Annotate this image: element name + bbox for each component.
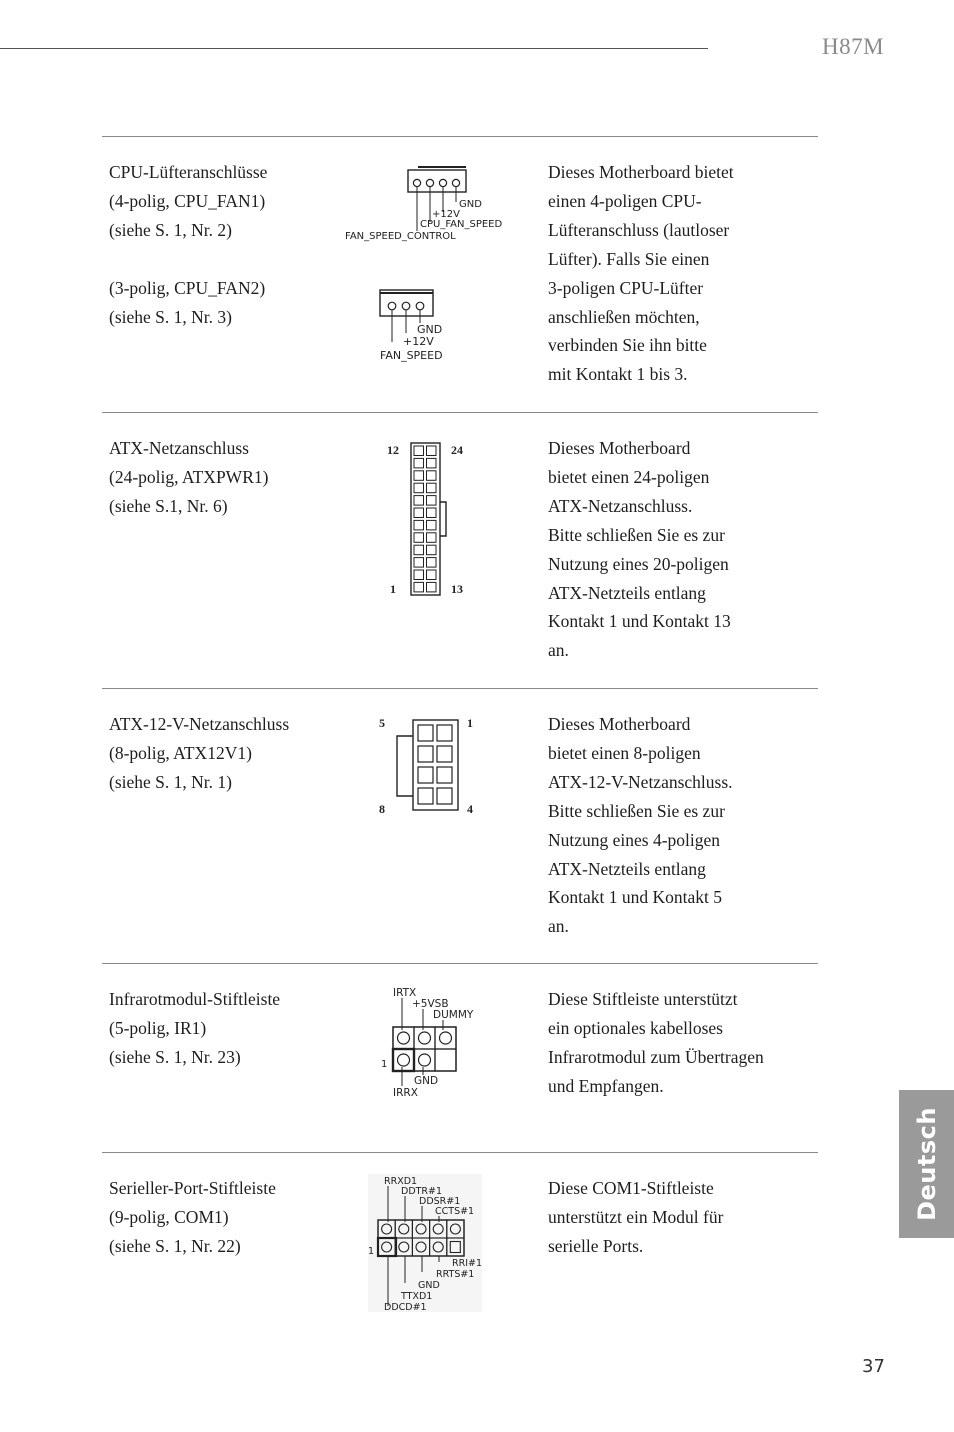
pin-label-irrx: IRRX [393, 1087, 418, 1099]
pin [414, 446, 424, 456]
pin-cell [414, 1027, 435, 1049]
model-name: H87M [822, 34, 885, 59]
pin [437, 767, 452, 783]
cpu-fan-header-description: Dieses Motherboard bietet einen 4-poligen CPU- Lüfteranschluss (lautloser Lüfter). Falls Sie einen 3-poligen CPU-Lüfter anschließen möchten, verbinden Sie ihn bitte mit Kontakt 1 bis 3. [548, 162, 734, 385]
pin [427, 446, 437, 456]
section-divider [102, 136, 818, 137]
cpu-fan-header-name: CPU-Lüfteranschlüsse (4-polig, CPU_FAN1) (siehe S. 1, Nr. 2) (3-polig, CPU_FAN2) (siehe S. 1, Nr. 3) [109, 162, 268, 327]
pin [414, 471, 424, 481]
pin-label-dummy: DUMMY [433, 1009, 474, 1021]
pin [427, 545, 437, 555]
pin-cell [435, 1027, 456, 1049]
pin-label-gnd: GND [417, 323, 443, 336]
pin [414, 496, 424, 506]
pin [418, 725, 433, 741]
pin-label-4: 4 [467, 802, 473, 816]
infrared-header-name: Infrarotmodul-Stiftleiste (5-polig, IR1) (siehe S. 1, Nr. 23) [109, 989, 281, 1067]
pin-label-1: 1 [467, 716, 473, 730]
pin [427, 508, 437, 518]
pin-label-13: 13 [451, 582, 463, 596]
pin [437, 788, 452, 804]
pin [427, 570, 437, 580]
pin [418, 767, 433, 783]
section-divider [102, 963, 818, 964]
pin-label-1: 1 [368, 1246, 375, 1257]
pin [427, 471, 437, 481]
pin [414, 558, 424, 568]
pin-label-12: 12 [387, 443, 399, 457]
pin-label-ddtr1: DDTR#1 [401, 1186, 443, 1197]
infrared-header-description: Diese Stiftleiste unterstützt ein optionales kabelloses Infrarotmodul zum Übertragen und Empfangen. [548, 989, 764, 1096]
pin [418, 746, 433, 762]
pin [418, 788, 433, 804]
pin-label-rri1: RRI#1 [452, 1258, 483, 1269]
pin [437, 725, 452, 741]
pin [427, 533, 437, 543]
section-divider [102, 412, 818, 413]
pin-label-gnd: GND [418, 1280, 440, 1291]
section-divider [102, 688, 818, 689]
pin [437, 746, 452, 762]
pin [414, 570, 424, 580]
pin [414, 458, 424, 468]
pin-label-ttxd1: TTXD1 [401, 1291, 433, 1302]
pin-cell [393, 1027, 414, 1049]
pin [427, 483, 437, 493]
pin [419, 1032, 431, 1044]
pin-label-ccts1: CCTS#1 [435, 1206, 475, 1217]
pin [427, 520, 437, 530]
atx12v-8pin-diagram-icon [375, 712, 480, 822]
cpu-fan-3pin-diagram-icon [375, 285, 470, 365]
pin-label-irtx: IRTX [393, 987, 417, 999]
pin-label-ddcd1: DDCD#1 [384, 1302, 427, 1313]
pin [427, 558, 437, 568]
section-divider [102, 1152, 818, 1153]
pin-label-5vsb: +5VSB [412, 998, 449, 1010]
pin-label-8: 8 [379, 802, 385, 816]
pin [419, 1054, 431, 1066]
pin-label-1: 1 [381, 1059, 388, 1070]
pin-label-12v: +12V [432, 209, 460, 220]
pin-label-rrxd1: RRXD1 [384, 1176, 418, 1187]
cpu-fan-4pin-diagram-icon [340, 165, 515, 245]
pin [398, 1032, 410, 1044]
atx12v-description: Dieses Motherboard bietet einen 8-poligen ATX-12-V-Netzanschluss. Bitte schließen Sie es zur Nutzung eines 4-poligen ATX-Netzteils entlang Kontakt 1 und Kontakt 5 an. [548, 714, 733, 937]
atx-power-description: Dieses Motherboard bietet einen 24-poligen ATX-Netzanschluss. Bitte schließen Sie es zur Nutzung eines 20-poligen ATX-Netzteils entlang Kontakt 1 und Kontakt 13 an. [548, 438, 731, 661]
header-rule [0, 48, 708, 49]
pin [414, 582, 424, 592]
pin-label-ddsr1: DDSR#1 [419, 1196, 461, 1207]
pin [427, 458, 437, 468]
pin [427, 582, 437, 592]
pin-label-12v: +12V [403, 335, 434, 348]
language-label: Deutsch [912, 1107, 941, 1221]
serial-9pin-diagram-icon [368, 1174, 483, 1312]
atx12v-name: ATX-12-V-Netzanschluss (8-polig, ATX12V1) (siehe S. 1, Nr. 1) [109, 714, 290, 792]
pin [440, 1032, 452, 1044]
serial-header-name: Serieller-Port-Stiftleiste (9-polig, COM1) (siehe S. 1, Nr. 22) [109, 1178, 276, 1256]
atx-power-name: ATX-Netzanschluss (24-polig, ATXPWR1) (siehe S.1, Nr. 6) [109, 438, 269, 516]
page-number: 37 [862, 1356, 885, 1377]
pin [398, 1054, 410, 1066]
pin-cell [393, 1049, 414, 1071]
serial-header-description: Diese COM1-Stiftleiste unterstützt ein Modul für serielle Ports. [548, 1178, 724, 1256]
pin [414, 545, 424, 555]
pin [414, 508, 424, 518]
pin-label-cpu-fan-speed: CPU_FAN_SPEED [420, 219, 503, 230]
pin-label-gnd: GND [414, 1075, 439, 1087]
pin [414, 533, 424, 543]
pin [414, 483, 424, 493]
pin-cell [435, 1049, 456, 1071]
pin [414, 520, 424, 530]
pin-label-1: 1 [390, 582, 396, 596]
pin-label-5: 5 [379, 716, 385, 730]
pin-label-24: 24 [451, 443, 463, 457]
pin-label-fan-speed-control: FAN_SPEED_CONTROL [345, 231, 456, 242]
pin-cell [414, 1049, 435, 1071]
pin-label-gnd: GND [459, 199, 482, 210]
infrared-5pin-diagram-icon [378, 985, 488, 1100]
pin-label-fan-speed: FAN_SPEED [380, 349, 443, 362]
pin-label-rrts1: RRTS#1 [436, 1269, 475, 1280]
pin [427, 496, 437, 506]
language-side-tab [899, 1090, 954, 1238]
atx-24pin-diagram-icon [380, 438, 480, 603]
